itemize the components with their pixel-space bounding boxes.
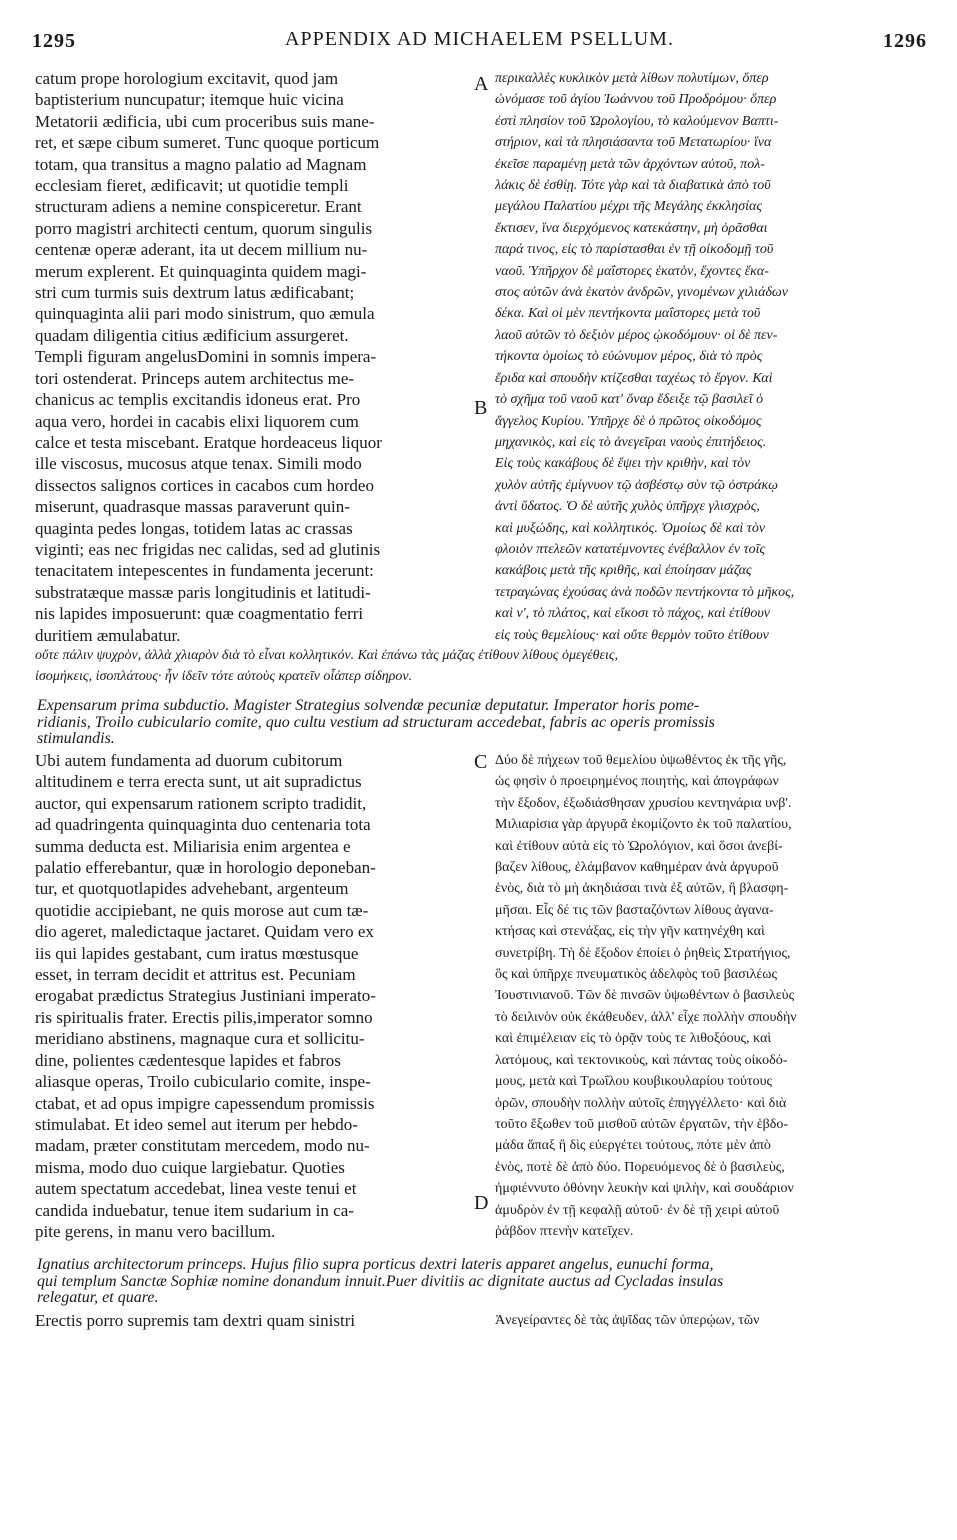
greek-line: μάδα ἅπαξ ἢ δὶς εὐεργέτει τούτους, πότε μὲν ἀπὸ [495,1138,771,1154]
greek-line: ὃς καὶ ὑπῆρχε πνευματικὸς ἀδελφὸς τοῦ βασιλέως [495,967,777,983]
latin-line: duritiem æmulabatur. [35,625,181,645]
greek-line: λαοῦ αὐτῶν τὸ δεξιὸν μέρος ᾠκοδόμουν· οἱ δὲ πεν- [495,327,778,343]
greek-line: μεγάλου Παλατίου μέχρι τῆς Μεγάλης ἐκκλησίας [495,199,763,215]
summary-line: qui templum Sanctæ Sophiæ nomine donandum innuit.Puer divitiis ac dignitate auctus ad Cycladas insulas [37,1273,724,1290]
latin-line: tori ostenderat. Princeps autem architectus me- [35,368,355,388]
greek-line: Δύο δὲ πήχεων τοῦ θεμελίου ὑψωθέντος ἐκ τῆς γῆς, [495,753,787,768]
latin-line: totam, qua transitus a magno palatio ad Magnam [35,154,367,174]
latin-line: porro magistri architecti centum, quorum singulis [35,218,373,238]
greek-line: καὶ ν', τὸ πλάτος, καὶ εἴκοσι τὸ πάχος, καὶ ἐτίθουν [495,606,770,622]
latin-line: viginti; eas nec frigidas nec calidas, sed ad glutinis [35,539,381,559]
latin-line: merum explerent. Et quinquaginta quidem magi- [35,261,367,281]
greek-line: ἀντὶ ὕδατος. Ὁ δὲ αὐτῆς χυλὸς ὑπῆρχε γλισχρὸς, [495,499,760,515]
latin-line: stimulabat. Et ideo semel aut iterum per hebdo- [35,1114,358,1134]
margin-marker-a: A [474,73,489,95]
greek-line: ἔριδα καὶ σπουδὴν κτίζεσθαι ταχέως τὸ ἔργον. Καὶ [495,370,773,386]
greek-line: Εἰς τοὺς κακάβους δὲ ἕψει τὴν κριθὴν, καὶ τὸν [495,456,751,472]
latin-line: candida induebatur, tenue item sudarium in ca- [35,1200,354,1220]
greek-line: τοῦτο ἔξωθεν τοῦ μισθοῦ αὐτῶν ἐργατῶν, τὴν ἑβδο- [495,1116,788,1132]
greek-line: χυλὸν αὐτῆς ἐμίγνυον τῷ ἀσβέστῳ σὺν τῷ ὀστράκῳ [495,477,779,493]
summary-line: Expensarum prima subductio. Magister Strategius solvendæ pecuniæ deputatur. Imperator horis pome- [37,698,700,714]
greek-line: ὠνόμασε τοῦ ἁγίου Ἰωάννου τοῦ Προδρόμου· ὅπερ [495,92,777,108]
greek-line: τὸ σχῆμα τοῦ ναοῦ κατ' ὄναρ ἔδειξε τῷ βασιλεῖ ὁ [495,392,764,408]
latin-line: esset, in terram decidit et attritus est. Pecuniam [35,965,356,985]
greek-line: καὶ ἐτίθουν αὐτὰ εἰς τὸ Ὡρολόγιον, καὶ ὅσοι ἀνεβί- [495,838,783,854]
greek-line: μους, μετὰ καὶ Τρωΐλου κουβικουλαρίου τούτους [495,1074,773,1090]
latin-line: palatio efferebantur, quæ in horologio deponeban- [35,858,376,878]
latin-line: substratæque massæ paris longitudinis et latitudi- [35,582,371,602]
greek-line: ἑνὸς, διὰ τὸ μὴ ἀκηδιάσαι τινὰ ἐξ αὐτῶν, ἢ βλασφη- [495,881,789,897]
latin-column-3 [35,1310,475,1331]
latin-line: calce et testa miscebant. Eratque hordeaceus liquor [35,432,382,452]
greek-line: στήριον, καὶ τὰ πλησιάσαντα τοῦ Μετατωρίου· ἵνα [495,135,772,151]
latin-column-2 [35,750,475,1242]
latin-line: ille viscosus, mucosus atque tenax. Simili modo [35,454,362,474]
latin-line: chanicus ac templis excitandis idoneus erat. Pro [35,390,361,410]
margin-marker-c: C [474,751,488,773]
latin-line: autem spectatum accedebat, linea veste tenui et [35,1179,357,1199]
running-title: APPENDIX AD MICHAELEM PSELLUM. [285,28,674,50]
margin-marker-d: D [474,1192,489,1214]
latin-line: ris spiritualis frater. Erectis pilis,imperator somno [35,1007,373,1027]
greek-line: μῆσαι. Εἷς δέ τις τῶν βασταζόντων λίθους ἀγανα- [495,902,774,918]
latin-line: dio ageret, maledictaque jactaret. Quidam vero ex [35,922,374,942]
greek-line: Ἀνεγείραντες δὲ τὰς ἀψῖδας τῶν ὑπερῴων, τῶν [495,1313,760,1328]
latin-line: Erectis porro supremis tam dextri quam sinistri [35,1311,356,1330]
greek-line: Ἰουστινιανοῦ. Τῶν δὲ πινσῶν ὑψωθέντων ὁ βασιλεὺς [495,988,795,1004]
greek-line: ἄγγελος Κυρίου. Ὑπῆρχε δὲ ὁ πρῶτος οἰκοδόμος [495,413,762,429]
greek-line: οὔτε πάλιν ψυχρὸν, ἀλλὰ χλιαρὸν διὰ τὸ εἶναι κολλητικόν. Καὶ ἐπάνω τὰς μάζας ἐτίθουν λίθους ὁμεγέθεις, [35,648,619,663]
greek-line: ὁρῶν, σπουδὴν πολλὴν αὐτοῖς ἐπηγγέλλετο· καὶ διὰ [495,1095,787,1111]
latin-line: Metatorii ædificia, ubi cum proceribus suis mane- [35,111,375,131]
greek-line: λάκις δὲ ἐσθίῃ. Τότε γὰρ καὶ τὰ διαβατικὰ ἀπὸ τοῦ [495,178,771,194]
running-header [32,28,927,58]
latin-line: ctabat, et ad opus impigre capessendum promissis [35,1093,375,1113]
latin-line: baptisterium nuncupatur; itemque huic vicina [35,90,344,110]
greek-line: Μιλιαρίσια γὰρ ἀργυρᾶ ἐκομίζοντο ἐκ τοῦ παλατίου, [495,817,792,833]
latin-line: summa deducta est. Miliarisia enim argentea e [35,836,351,856]
greek-line: καὶ μυξώδης, καὶ κολλητικός. Ὁμοίως δὲ καὶ τὸν [495,520,766,536]
latin-line: structuram adiens a nemine conspiceretur. Erant [35,197,362,217]
latin-column-1 [35,68,475,646]
greek-line: ῥάβδον πτενὴν κατεῖχεν. [495,1223,634,1239]
greek-line: ἑνὸς, ποτὲ δὲ ἀπὸ δύο. Πορευόμενος δὲ ὁ βασιλεὺς, [495,1159,785,1175]
latin-line: quinquaginta alii pari modo sinistrum, quo æmula [35,304,375,324]
latin-line: madam, præter constitutam mercedem, modo nu- [35,1136,370,1156]
latin-line: quadam diligentia citius ædificium assurgeret. [35,325,349,345]
greek-column-3 [495,1310,927,1331]
greek-line: ὡς φησὶν ὁ προειρημένος ποιητὴς, καὶ ἀπογράφων [495,774,779,790]
latin-line: stri cum turmis suis dextrum latus ædificabant; [35,283,355,303]
greek-line: ναοῦ. Ὑπῆρχον δὲ μαΐστορες ἑκατὸν, ἔχοντες ἕκα- [495,263,769,279]
latin-line: ecclesiam fieret, ædificavit; ut quotidie templi [35,176,349,196]
latin-line: auctor, qui expensarum rationem scripto tradidit, [35,793,367,813]
greek-line: τήκοντα ὁμοίως τὸ εὐώνυμον μέρος, διὰ τὸ πρὸς [495,349,763,365]
greek-line: ἰσομήκεις, ἰσοπλάτους· ἦν ἰδεῖν τότε αὐτοὺς κρατεῖν οἷάπερ σίδηρον. [35,669,413,685]
margin-marker-b: B [474,397,488,419]
greek-line: ἐκεῖσε παραμένῃ μετὰ τῶν ἀρχόντων αὐτοῦ, πολ- [495,156,765,172]
greek-line: κακάβοις μετὰ τῆς κριθῆς, καὶ ἐποίησαν μάζας [495,563,752,579]
latin-line: iis qui lapides gestabant, cum iratus mœstusque [35,943,359,963]
latin-line: altitudinem e terra erecta sunt, ut ait supradictus [35,772,362,792]
latin-line: tenacitatem intepescentes in fundamenta jecerunt: [35,561,374,581]
greek-line: περικαλλὲς κυκλικὸν μετὰ λίθων πολυτίμων, ὅπερ [495,71,769,86]
summary-line: relegatur, et quare. [37,1290,159,1306]
greek-line: βαζεν λίθους, ἐλάμβανον καθημέραν ἀνὰ ἀργυροῦ [495,860,779,876]
latin-line: aliasque operas, Troilo cubiculario comite, inspe- [35,1072,371,1092]
greek-line: καὶ ἐπιμέλειαν εἰς τὸ ὁρᾷν τοὺς τε λιθοξόους, καὶ [495,1031,772,1047]
summary-line: Ignatius architectorum princeps. Hujus filio supra porticus dextri lateris apparet angelus, eunuchi forma, [37,1257,714,1273]
greek-line: συνετρίβη. Τὴ δὲ ἔξοδον ἐποίει ὁ ῥηθεὶς Στρατήγιος, [495,945,791,961]
latin-line: erogabat prædictus Strategius Justiniani imperato- [35,986,376,1006]
summary-line: ridianis, Troilo cubiculario comite, quo cultu vestium ad structuram accedebat, fabris ac operis promissis [37,714,715,731]
latin-line: misma, modo duo cuique largiebatur. Quoties [35,1157,345,1177]
greek-line: εἰς τοὺς θεμελίους· καὶ οὔτε θερμὸν τοῦτο ἐτίθουν [495,627,769,643]
latin-line: ad quadringenta quinquaginta duo centenaria tota [35,815,371,835]
latin-line: quaginta pedes longas, totidem latas ac crassas [35,518,353,538]
right-page-number: 1296 [883,30,927,52]
greek-line: μηχανικὸς, καὶ εἰς τὸ ἀνεγεῖραι ναοὺς ἐπιτήδειος. [495,434,767,450]
section-summary-1 [37,698,927,748]
greek-line: φλοιὸν πτελεῶν κατατέμνοντες ἐνέβαλλον ἐν τοῖς [495,541,766,557]
greek-line: δέκα. Καὶ οἱ μὲν πεντήκοντα μαΐστορες μετὰ τοῦ [495,306,761,322]
section-summary-2 [37,1257,927,1307]
greek-line: ἐστὶ πλησίον τοῦ Ὡρολογίου, τὸ καλούμενον Βαπτι- [495,113,779,129]
greek-line: παρά τινος, εἰς τὸ παρίστασθαι ἐν τῇ οἰκοδομῇ τοῦ [495,242,774,258]
latin-line: dine, polientes cædentesque lapides et fabros [35,1050,341,1070]
greek-line: ἔκτισεν, ἵνα διερχόμενος κατεκάστην, μὴ ὁρᾶσθαι [495,220,768,236]
latin-line: tur, et quotquotlapides advehebant, argenteum [35,879,349,899]
greek-column-1 [495,68,927,646]
greek-line: ἀμυδρὸν ἐν τῇ κεφαλῇ αὐτοῦ· ἐν δὲ τῇ χειρὶ αὐτοῦ [495,1202,780,1218]
latin-line: meridiano abstinens, magnaque cura et sollicitu- [35,1029,365,1049]
latin-line: miserunt, quadrasque massas paraverunt quin- [35,497,350,517]
greek-line: στος αὐτῶν ἀνὰ ἑκατὸν ἀνδρῶν, γινομένων χιλιάδων [495,285,789,301]
greek-line: ἠμφιέννυτο ὀθόνην λευκὴν καὶ ψιλὴν, καὶ σουδάριον [495,1181,794,1197]
latin-line: dissectos salignos cortices in cacabos cum hordeo [35,475,374,495]
summary-line: stimulandis. [37,731,115,747]
left-page-number: 1295 [32,30,76,52]
latin-line: Templi figuram angelusDomini in somnis impera- [35,347,377,367]
latin-line: ret, et sæpe cibum sumeret. Tunc quoque porticum [35,133,380,153]
latin-line: catum prope horologium excitavit, quod jam [35,69,339,88]
greek-line: τὸ δειλινὸν οὐκ ἐκάθευδεν, ἀλλ' εἶχε πολλὴν σπουδὴν [495,1009,797,1025]
greek-line: τετραγώνας ἐχούσας ἀνὰ ποδῶν πεντήκοντα τὸ μῆκος, [495,584,795,600]
greek-line: τὴν ἔξοδον, ἐξωδιάσθησαν χρυσίου κεντηνάρια υνβ'. [495,795,792,811]
latin-line: quotidie accipiebant, ne quis morose aut cum tæ- [35,900,369,920]
greek-column-2 [495,750,927,1242]
greek-line: κτήσας καὶ στενάξας, εἰς τὴν γῆν κατηνέχθη καὶ [495,924,765,940]
latin-line: pite gerens, in manu vero bacillum. [35,1221,276,1241]
latin-line: nis lapides imposuerunt: quæ coagmentatio ferri [35,604,364,624]
latin-line: Ubi autem fundamenta ad duorum cubitorum [35,751,343,770]
latin-line: centenæ operæ aderant, ita ut decem millium nu- [35,240,368,260]
latin-line: aqua vero, hordei in cacabis elixi liquorem cum [35,411,359,431]
greek-line: λατόμους, καὶ τεκτονικοὺς, καὶ πάντας τοὺς οἰκοδό- [495,1052,788,1068]
greek-full-width-lines [35,645,925,688]
